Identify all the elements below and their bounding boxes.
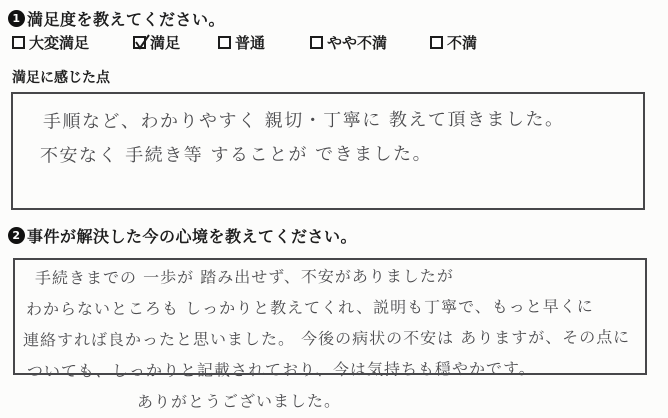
q1-option-0 <box>12 33 89 51</box>
q1-handwritten-answer <box>11 106 651 174</box>
handwritten-line: ついても、しっかりと記載されており、今は気持ちも穏やかです。 <box>26 358 536 381</box>
question2-heading <box>8 224 357 247</box>
question2-heading-text: 事件が解決した今の心境を教えてください。 <box>27 227 358 246</box>
q1-option-label: 普通 <box>235 33 266 52</box>
question2-number-badge: 2 <box>8 227 25 244</box>
question1-number-badge: 1 <box>8 10 25 27</box>
q1-option-1 <box>133 33 180 51</box>
handwritten-line: 連絡すれば良かったと思いました。 今後の病状の不安は ありますが、その点に <box>22 327 631 350</box>
handwritten-line: わからないところも しっかりと教えてくれ、説明も丁寧で、もっと早くに <box>25 296 594 319</box>
q1-answer-label: 満足に感じた点 <box>12 70 110 86</box>
handwritten-line: 不安なく 手続き等 することが できました。 <box>39 143 433 167</box>
checkbox-somewhat-dissatisfied-icon <box>310 36 323 49</box>
handwritten-line: ありがとうございました。 <box>136 391 342 412</box>
q1-option-label: 大変満足 <box>29 33 90 52</box>
q1-option-3 <box>310 33 387 51</box>
checkbox-dissatisfied-icon <box>430 36 443 49</box>
q1-option-4 <box>430 33 477 51</box>
q2-handwritten-answer <box>13 263 659 418</box>
checkbox-satisfied-checked-icon <box>133 36 146 49</box>
q1-option-label: 不満 <box>447 33 478 52</box>
checkbox-very-satisfied-icon <box>12 36 25 49</box>
q1-option-2 <box>218 33 265 51</box>
q1-option-label: やや不満 <box>327 33 388 52</box>
question1-heading <box>8 7 225 30</box>
question1-heading-text: 満足度を教えてください。 <box>27 10 226 29</box>
checkbox-normal-icon <box>218 36 231 49</box>
q1-option-label: 満足 <box>150 33 181 52</box>
handwritten-line: 手続きまでの 一歩が 踏み出せず、不安がありましたが <box>34 266 454 288</box>
handwritten-line: 手順など、わかりやすく 親切・丁寧に 教えて頂きました。 <box>42 108 565 133</box>
